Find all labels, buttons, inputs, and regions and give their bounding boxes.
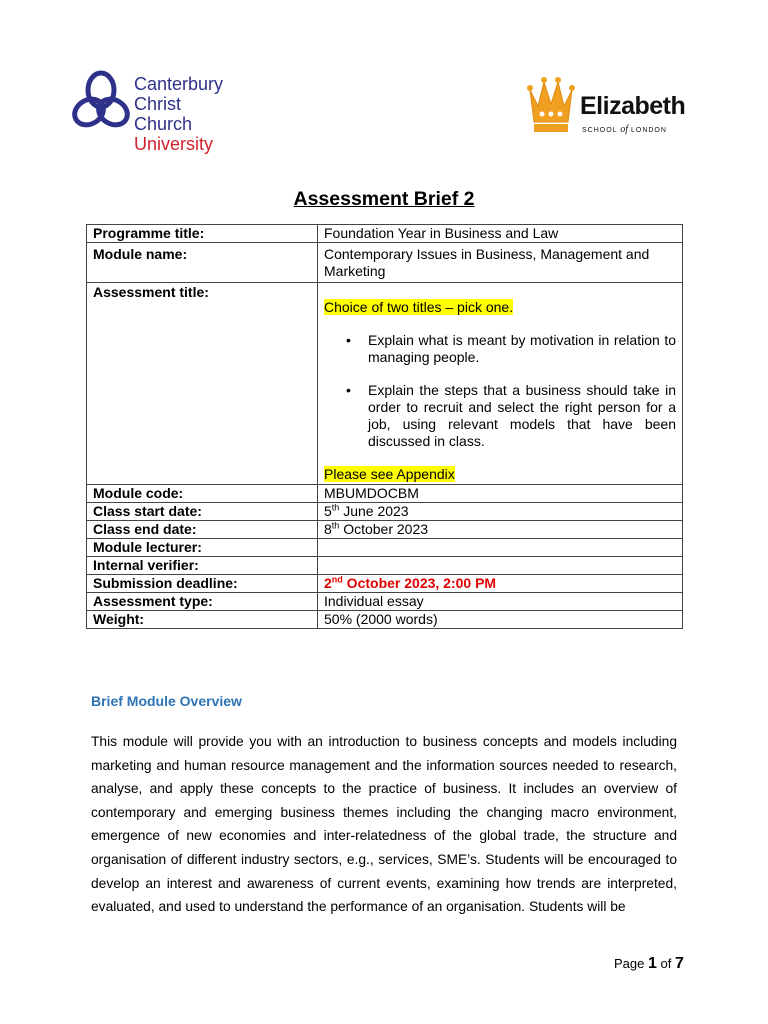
table-row [87,283,683,485]
table-row [87,593,683,611]
esl-subtitle: SCHOOL of LONDON [582,124,667,135]
table-row [87,575,683,593]
programme-label: Programme title: [87,225,318,243]
deadline-value: 2nd October 2023, 2:00 PM [318,575,683,593]
overview-paragraph: This module will provide you with an introduction to business concepts and models including marketing and human resource management and the information sources needed to research, analyse, and apply these concepts to the practice of business. It includes an overview of contemporary and emerging business themes including the changing macro environment, emergence of new economies and inter-relatedness of the global trade, the structure and organisation of different industry sectors, e.g., services, SME’s. Students will be encouraged to develop an interest and awareness of current events, examining how trends are interpreted, evaluated, and used to understand the performance of an organisation. Students will be [91,734,677,915]
choice-highlight: Choice of two titles – pick one. [324,299,514,315]
start-date-label: Class start date: [87,503,318,521]
cccu-line-3: University [134,134,214,154]
page-number: Page 1 of 7 [614,955,684,972]
table-row [87,611,683,629]
assessment-type-label: Assessment type: [87,593,318,611]
table-row [87,539,683,557]
lecturer-value [318,539,683,557]
module-label: Module name: [87,243,318,283]
assessment-option-2: • Explain the steps that a business should take in order to recruit and select the right person for a job, using relevant models that have been discussed in class. [368,382,676,450]
programme-value: Foundation Year in Business and Law [318,225,683,243]
esl-logo [526,76,686,136]
cccu-line-1: Canterbury [134,74,224,94]
appendix-note: Please see Appendix [324,466,455,482]
table-row [87,521,683,539]
assessment-options [324,332,676,450]
esl-name: Elizabeth [580,92,686,120]
start-date-value: 5th June 2023 [318,503,683,521]
verifier-label: Internal verifier: [87,557,318,575]
page-title: Assessment Brief 2 [293,188,475,210]
table-row [87,557,683,575]
lecturer-label: Module lecturer: [87,539,318,557]
cccu-logo [72,70,242,154]
crown-icon [526,76,576,136]
module-value: Contemporary Issues in Business, Management and Marketing [318,243,683,283]
weight-value: 50% (2000 words) [318,611,683,629]
deadline-label: Submission deadline: [87,575,318,593]
table-row [87,485,683,503]
table-row [87,225,683,243]
table-row [87,243,683,283]
module-code-value: MBUMDOCBM [318,485,683,503]
end-date-label: Class end date: [87,521,318,539]
assessment-type-value: Individual essay [318,593,683,611]
module-code-label: Module code: [87,485,318,503]
assessment-info-table [86,224,683,629]
table-row [87,503,683,521]
end-date-value: 8th October 2023 [318,521,683,539]
assessment-option-1: • Explain what is meant by motivation in relation to managing people. [368,332,676,366]
assessment-value [318,283,683,485]
cccu-line-2: Christ Church [134,94,193,134]
overview-heading: Brief Module Overview [91,693,242,709]
cccu-emblem-icon [72,70,130,132]
verifier-value [318,557,683,575]
assessment-label: Assessment title: [87,283,318,485]
weight-label: Weight: [87,611,318,629]
